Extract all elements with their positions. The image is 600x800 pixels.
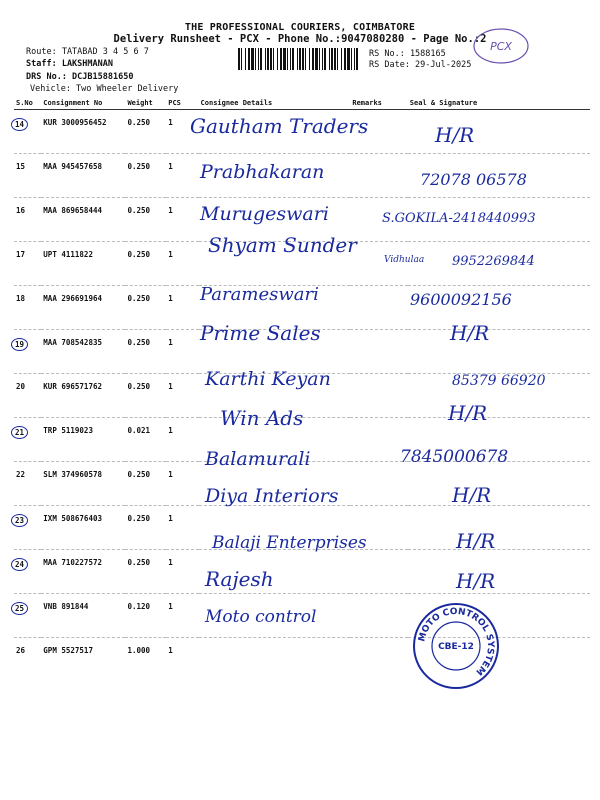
barcode-bar — [329, 48, 330, 70]
handwritten-consignee: Gautham Traders — [190, 114, 369, 138]
table-row — [14, 286, 590, 330]
cell-sno — [14, 330, 41, 374]
barcode-bar — [334, 48, 336, 70]
handwritten-consignee: Win Ads — [220, 406, 304, 430]
cell-pcs — [166, 286, 198, 330]
barcode-bar — [241, 48, 242, 70]
barcode-bar — [287, 48, 288, 70]
cell-weight-text: 0.250 — [127, 338, 151, 347]
table-header-row — [14, 97, 590, 110]
cell-sno — [14, 506, 41, 550]
cell-seal — [408, 330, 590, 374]
cell-seal — [408, 506, 590, 550]
col-weight: Weight — [125, 97, 166, 110]
cell-sno — [14, 154, 41, 198]
cell-pcs — [166, 198, 198, 242]
cell-consignee — [199, 462, 351, 506]
barcode-bar — [305, 48, 306, 70]
cell-remarks — [350, 154, 407, 198]
cell-consignment — [41, 374, 125, 418]
cell-pcs — [166, 594, 198, 638]
cell-consignee — [199, 550, 351, 594]
cell-seal — [408, 154, 590, 198]
cell-weight — [125, 374, 166, 418]
handwritten-consignee: Balamurali — [205, 448, 311, 470]
table-row — [14, 462, 590, 506]
cell-remarks — [350, 550, 407, 594]
cell-weight — [125, 154, 166, 198]
cell-sno-text: 20 — [16, 382, 26, 391]
cell-consignment-text: KUR 3000956452 — [43, 118, 107, 127]
cell-consignment-text: MAA 296691964 — [43, 294, 102, 303]
table-row — [14, 638, 590, 682]
handwritten-signature: H/R — [452, 483, 492, 507]
cell-weight — [125, 594, 166, 638]
cell-consignment — [41, 286, 125, 330]
cell-pcs — [166, 110, 198, 154]
cell-sno-text: 15 — [16, 162, 26, 171]
handwritten-signature: H/R — [435, 123, 475, 147]
cell-pcs-text: 1 — [168, 470, 173, 479]
cell-sno-text: 16 — [16, 206, 26, 215]
cell-weight-text: 0.250 — [127, 206, 151, 215]
cell-consignment-text: KUR 696571762 — [43, 382, 102, 391]
cell-pcs-text: 1 — [168, 338, 173, 347]
barcode-bar — [273, 48, 274, 70]
handwritten-signature: H/R — [456, 529, 496, 553]
barcode-bar — [283, 48, 286, 70]
barcode-bar — [277, 48, 278, 70]
rs-number: RS No.: 1588165 — [369, 49, 446, 59]
handwritten-signature: 9952269844 — [452, 254, 535, 269]
handwritten-note: Vidhulaa — [384, 255, 425, 265]
handwritten-consignee: Karthi Keyan — [205, 368, 331, 390]
cell-sno-text: 17 — [16, 250, 26, 259]
table-row — [14, 374, 590, 418]
cell-consignment-text: TRP 5119023 — [43, 426, 93, 435]
barcode-bar — [347, 48, 350, 70]
cell-sno — [14, 462, 41, 506]
table-row — [14, 506, 590, 550]
barcode-bar — [312, 48, 314, 70]
handwritten-signature: 9600092156 — [410, 290, 512, 309]
cell-sno-text: 26 — [16, 646, 26, 655]
cell-weight — [125, 506, 166, 550]
cell-seal — [408, 374, 590, 418]
cell-weight — [125, 198, 166, 242]
cell-sno-text: 25 — [11, 602, 28, 615]
cell-pcs-text: 1 — [168, 602, 173, 611]
cell-weight-text: 0.250 — [127, 294, 151, 303]
barcode-bar — [299, 48, 301, 70]
cell-weight-text: 0.250 — [127, 558, 151, 567]
route-info: Route: TATABAD 3 4 5 6 7 — [26, 47, 149, 57]
cell-pcs-text: 1 — [168, 250, 173, 259]
cell-remarks — [350, 462, 407, 506]
col-sno: S.No — [14, 97, 41, 110]
cell-weight-text: 0.021 — [127, 426, 151, 435]
cell-consignee — [199, 330, 351, 374]
cell-consignment-text: MAA 869658444 — [43, 206, 102, 215]
barcode-bar — [302, 48, 304, 70]
cell-weight-text: 0.120 — [127, 602, 151, 611]
cell-consignee — [199, 198, 351, 242]
cell-sno — [14, 594, 41, 638]
barcode-bar — [309, 48, 310, 70]
cell-pcs — [166, 638, 198, 682]
cell-consignment — [41, 638, 125, 682]
stamp-center-text: CBE-12 — [438, 642, 474, 652]
cell-pcs-text: 1 — [168, 646, 173, 655]
barcode-bar — [265, 48, 266, 70]
barcode-bar — [238, 48, 240, 70]
cell-consignment-text: MAA 945457658 — [43, 162, 102, 171]
handwritten-consignee: Diya Interiors — [205, 485, 339, 507]
runsheet-subtitle: Delivery Runsheet - PCX - Phone No.:9047080280 - Page No.:2 — [113, 33, 487, 45]
cell-sno-text: 22 — [16, 470, 26, 479]
barcode-bar — [245, 48, 246, 70]
handwritten-signature: H/R — [448, 401, 488, 425]
cell-weight-text: 0.250 — [127, 382, 151, 391]
cell-consignment — [41, 242, 125, 286]
cell-consignee — [199, 506, 351, 550]
cell-weight-text: 0.250 — [127, 470, 151, 479]
cell-sno — [14, 198, 41, 242]
cell-consignee — [199, 594, 351, 638]
barcode-bar — [315, 48, 318, 70]
cell-consignee — [199, 418, 351, 462]
handwritten-signature: 85379 66920 — [452, 373, 546, 389]
handwritten-signature: H/R — [450, 321, 490, 345]
cell-consignment — [41, 154, 125, 198]
cell-seal — [408, 242, 590, 286]
cell-pcs — [166, 418, 198, 462]
cell-consignment-text: GPM 5527517 — [43, 646, 93, 655]
barcode — [238, 48, 362, 70]
cell-weight — [125, 110, 166, 154]
col-pcs: PCS — [166, 97, 198, 110]
handwritten-signature: H/R — [456, 569, 496, 593]
cell-seal — [408, 462, 590, 506]
moto-control-stamp — [410, 600, 502, 692]
cell-weight — [125, 418, 166, 462]
cell-consignee — [199, 154, 351, 198]
cell-seal — [408, 198, 590, 242]
cell-consignment-text: MAA 708542835 — [43, 338, 102, 347]
cell-pcs-text: 1 — [168, 514, 173, 523]
handwritten-signature: 7845000678 — [400, 447, 509, 467]
cell-consignee — [199, 638, 351, 682]
cell-remarks — [350, 374, 407, 418]
barcode-bar — [354, 48, 355, 70]
cell-weight — [125, 242, 166, 286]
cell-weight-text: 0.250 — [127, 162, 151, 171]
cell-pcs-text: 1 — [168, 206, 173, 215]
cell-consignment — [41, 594, 125, 638]
cell-sno-text: 23 — [11, 514, 28, 527]
table-row — [14, 198, 590, 242]
cell-remarks — [350, 198, 407, 242]
cell-pcs-text: 1 — [168, 382, 173, 391]
barcode-bar — [322, 48, 323, 70]
cell-weight-text: 0.250 — [127, 514, 151, 523]
barcode-bar — [258, 48, 259, 70]
staff-info: Staff: LAKSHMANAN — [26, 59, 113, 69]
handwritten-consignee: Rajesh — [205, 567, 274, 591]
handwritten-signature: S.GOKILA-2418440993 — [382, 211, 536, 226]
barcode-bar — [324, 48, 326, 70]
cell-seal — [408, 550, 590, 594]
handwritten-consignee: Prime Sales — [200, 321, 321, 345]
cell-remarks — [350, 286, 407, 330]
cell-pcs — [166, 462, 198, 506]
barcode-bar — [280, 48, 282, 70]
barcode-bar — [337, 48, 338, 70]
barcode-bar — [260, 48, 262, 70]
barcode-bar — [344, 48, 346, 70]
cell-remarks — [350, 594, 407, 638]
cell-consignment-text: VNB 891844 — [43, 602, 89, 611]
stamp-ring-text: MOTO CONTROL SYSTEM — [417, 606, 496, 677]
barcode-bar — [251, 48, 254, 70]
handwritten-consignee: Parameswari — [200, 284, 319, 305]
barcode-bar — [255, 48, 256, 70]
cell-consignee — [199, 374, 351, 418]
table-row — [14, 418, 590, 462]
table-row — [14, 242, 590, 286]
cell-weight — [125, 462, 166, 506]
handwritten-signature: 72078 06578 — [420, 170, 527, 189]
cell-weight — [125, 550, 166, 594]
cell-sno-text: 24 — [11, 558, 28, 571]
cell-pcs — [166, 374, 198, 418]
cell-consignment — [41, 198, 125, 242]
barcode-bar — [356, 48, 358, 70]
cell-weight-text: 1.000 — [127, 646, 151, 655]
handwritten-consignee: Shyam Sunder — [208, 233, 357, 257]
cell-consignment — [41, 462, 125, 506]
cell-pcs — [166, 154, 198, 198]
barcode-bar — [351, 48, 352, 70]
barcode-bar — [290, 48, 291, 70]
cell-consignment-text: IXM 508676403 — [43, 514, 102, 523]
table-body — [14, 110, 590, 682]
cell-consignment-text: MAA 710227572 — [43, 558, 102, 567]
barcode-bar — [292, 48, 294, 70]
handwritten-consignee: Balaji Enterprises — [212, 533, 367, 553]
barcode-bar — [267, 48, 269, 70]
cell-consignment — [41, 506, 125, 550]
cell-sno-text: 21 — [11, 426, 28, 439]
barcode-bar — [297, 48, 298, 70]
cell-sno-text: 19 — [11, 338, 28, 351]
cell-pcs-text: 1 — [168, 162, 173, 171]
table-row — [14, 550, 590, 594]
table-row — [14, 110, 590, 154]
cell-consignee — [199, 286, 351, 330]
cell-seal — [408, 286, 590, 330]
barcode-bar — [341, 48, 342, 70]
drs-number: DRS No.: DCJB15881650 — [26, 72, 134, 82]
table-row — [14, 330, 590, 374]
cell-pcs-text: 1 — [168, 558, 173, 567]
cell-pcs — [166, 550, 198, 594]
cell-sno-text: 18 — [16, 294, 26, 303]
cell-sno-text: 14 — [11, 118, 28, 131]
cell-consignee — [199, 242, 351, 286]
cell-sno — [14, 638, 41, 682]
runsheet-title: THE PROFESSIONAL COURIERS, COIMBATORE — [184, 22, 416, 33]
cell-pcs — [166, 330, 198, 374]
vehicle-info: Vehicle: Two Wheeler Delivery — [30, 84, 179, 94]
cell-seal — [408, 418, 590, 462]
table-row — [14, 594, 590, 638]
barcode-bar — [319, 48, 320, 70]
col-remarks: Remarks — [350, 97, 407, 110]
col-consignee: Consignee Details — [199, 97, 351, 110]
runsheet-table — [14, 97, 590, 681]
barcode-bar — [270, 48, 272, 70]
cell-remarks — [350, 638, 407, 682]
cell-sno — [14, 374, 41, 418]
cell-remarks — [350, 330, 407, 374]
cell-consignee — [199, 110, 351, 154]
cell-remarks — [350, 242, 407, 286]
cell-weight-text: 0.250 — [127, 118, 151, 127]
cell-consignment-text: SLM 374960578 — [43, 470, 102, 479]
cell-remarks — [350, 418, 407, 462]
cell-weight — [125, 330, 166, 374]
pcx-stamp-text: PCX — [490, 40, 512, 53]
cell-sno — [14, 418, 41, 462]
cell-pcs-text: 1 — [168, 426, 173, 435]
cell-sno — [14, 110, 41, 154]
cell-consignment — [41, 418, 125, 462]
cell-sno — [14, 242, 41, 286]
cell-sno — [14, 550, 41, 594]
cell-weight — [125, 638, 166, 682]
barcode-bar — [331, 48, 333, 70]
cell-weight — [125, 286, 166, 330]
cell-pcs-text: 1 — [168, 118, 173, 127]
cell-remarks — [350, 506, 407, 550]
cell-sno — [14, 286, 41, 330]
cell-seal — [408, 110, 590, 154]
cell-weight-text: 0.250 — [127, 250, 151, 259]
cell-remarks — [350, 110, 407, 154]
cell-consignment — [41, 330, 125, 374]
table-row — [14, 154, 590, 198]
handwritten-consignee: Murugeswari — [200, 203, 329, 225]
handwritten-consignee: Moto control — [205, 607, 317, 627]
cell-pcs — [166, 506, 198, 550]
cell-pcs — [166, 242, 198, 286]
cell-consignment-text: UPT 4111822 — [43, 250, 93, 259]
pcx-stamp — [471, 26, 531, 66]
cell-consignment — [41, 110, 125, 154]
col-consignment: Consignment No — [41, 97, 125, 110]
handwritten-consignee: Prabhakaran — [200, 161, 325, 183]
col-seal: Seal & Signature — [408, 97, 590, 110]
cell-pcs-text: 1 — [168, 294, 173, 303]
cell-consignment — [41, 550, 125, 594]
rs-date: RS Date: 29-Jul-2025 — [369, 60, 472, 70]
barcode-bar — [248, 48, 250, 70]
